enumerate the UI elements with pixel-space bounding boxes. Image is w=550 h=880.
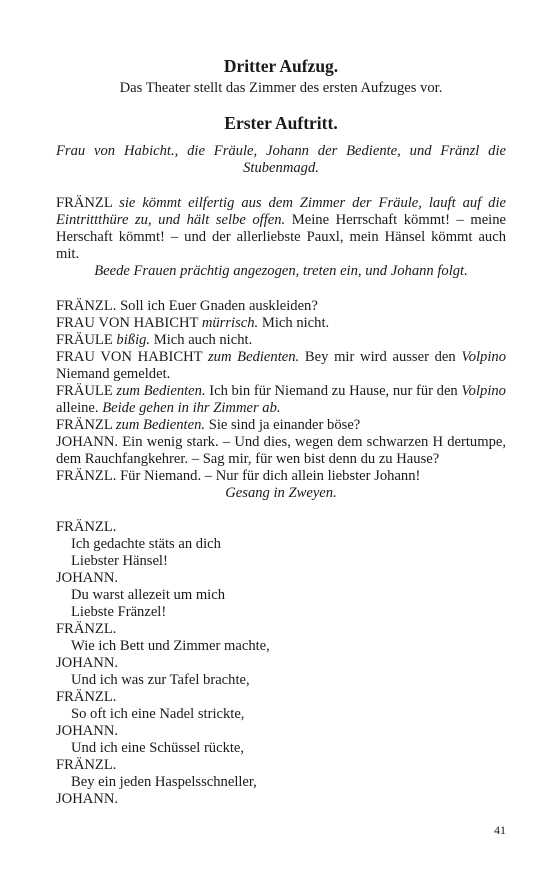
speech: Ein wenig stark. – Und dies, wegen dem schwarzen H dertumpe, dem Rauchfangkehrer. – Sag mir, für wen bist denn du zu Hause?: [56, 434, 506, 467]
song-block: [56, 519, 506, 808]
speaker: FRAU VON HABICHT: [56, 315, 199, 331]
character-name: Volpino: [461, 349, 506, 365]
book-page: [56, 56, 506, 808]
speech: Mich auch nicht.: [153, 332, 253, 348]
dialogue-line: [56, 417, 506, 434]
speaker: FRÄNZL.: [56, 468, 117, 484]
song-verse: Du warst allezeit um mich: [71, 587, 225, 603]
speech-cont: Niemand gemeldet.: [56, 366, 171, 382]
dialogue-line: [56, 298, 506, 315]
song-speaker: FRÄNZL.: [56, 519, 117, 535]
speaker: FRÄULE: [56, 332, 113, 348]
song-verse: Und ich eine Schüssel rückte,: [71, 740, 245, 756]
song-verse: Und ich was zur Tafel brachte,: [71, 672, 250, 688]
song-verse: So oft ich eine Nadel strickte,: [71, 706, 245, 722]
song-speaker: JOHANN.: [56, 723, 119, 739]
song-speaker: JOHANN.: [56, 570, 119, 586]
opening-block: [56, 195, 506, 280]
act-title: Dritter Aufzug.: [223, 56, 339, 76]
stage-direction: mürrisch.: [201, 315, 259, 331]
dialogue-block: [56, 298, 506, 502]
song-verse: Ich gedachte stäts an dich: [71, 536, 221, 552]
cast-list: Frau von Habicht., die Fräule, Johann der Bediente, und Fränzl die Stubenmagd.: [56, 143, 506, 176]
song-speaker: JOHANN.: [56, 655, 119, 671]
opening-paragraph: [56, 195, 506, 263]
stage-direction: zum Bedienten.: [115, 417, 206, 433]
song-speaker: FRÄNZL.: [56, 757, 117, 773]
stage-direction: bißig.: [116, 332, 151, 348]
speaker: FRÄNZL: [56, 417, 113, 433]
song-speaker: FRÄNZL.: [56, 689, 117, 705]
song-verse: Liebster Hänsel!: [71, 553, 168, 569]
speaker: FRÄNZL.: [56, 298, 117, 314]
stage-direction: zum Bedienten.: [207, 349, 300, 365]
song-verse: Liebste Fränzel!: [71, 604, 167, 620]
stage-direction-exit: Beide gehen in ihr Zimmer ab.: [102, 400, 281, 416]
speech: Meine Herrschaft kömmt! – meine Herschaft kömmt! – und der allerliebste Pauxl, mein Hänsel kömmt auch mit.: [56, 212, 507, 262]
speaker: FRAU VON HABICHT: [56, 349, 203, 365]
dialogue-line: [56, 434, 506, 468]
speaker: FRÄULE: [56, 383, 113, 399]
act-subtitle: Das Theater stellt das Zimmer des ersten Aufzuges vor.: [119, 80, 443, 96]
speech: Ich bin für Niemand zu Hause, nur für den: [209, 383, 458, 399]
song-speaker: JOHANN.: [56, 791, 119, 807]
speaker: FRÄNZL: [56, 195, 113, 211]
page-number: 41: [494, 823, 506, 837]
speech-cont: alleine.: [56, 400, 99, 416]
dialogue-line: [56, 349, 506, 383]
dialogue-line: [56, 383, 506, 417]
dialogue-line: [56, 332, 506, 349]
scene-title: Erster Auftritt.: [224, 113, 338, 133]
character-name: Volpino: [461, 383, 506, 399]
speech: Bey mir wird ausser den: [304, 349, 456, 365]
speech: Soll ich Euer Gnaden auskleiden?: [120, 298, 318, 314]
speech: Mich nicht.: [261, 315, 330, 331]
speech: Für Niemand. – Nur für dich allein liebster Johann!: [120, 468, 421, 484]
song-verse: Bey ein jeden Haspelsschneller,: [71, 774, 257, 790]
song-heading: Gesang in Zweyen.: [225, 485, 337, 501]
stage-direction-entrance: Beede Frauen prächtig angezogen, treten ein, und Johann folgt.: [94, 263, 468, 279]
dialogue-line: [56, 468, 506, 485]
song-verse: Wie ich Bett und Zimmer machte,: [71, 638, 270, 654]
speaker: JOHANN.: [56, 434, 119, 450]
stage-direction: zum Bedienten.: [116, 383, 206, 399]
song-speaker: FRÄNZL.: [56, 621, 117, 637]
speech: Sie sind ja einander böse?: [208, 417, 361, 433]
dialogue-line: [56, 315, 506, 332]
stage-direction: sie kömmt eilfertig aus dem Zimmer der Fräule, lauft auf die Eintrittthüre zu, und hält selbe offen.: [56, 195, 506, 228]
